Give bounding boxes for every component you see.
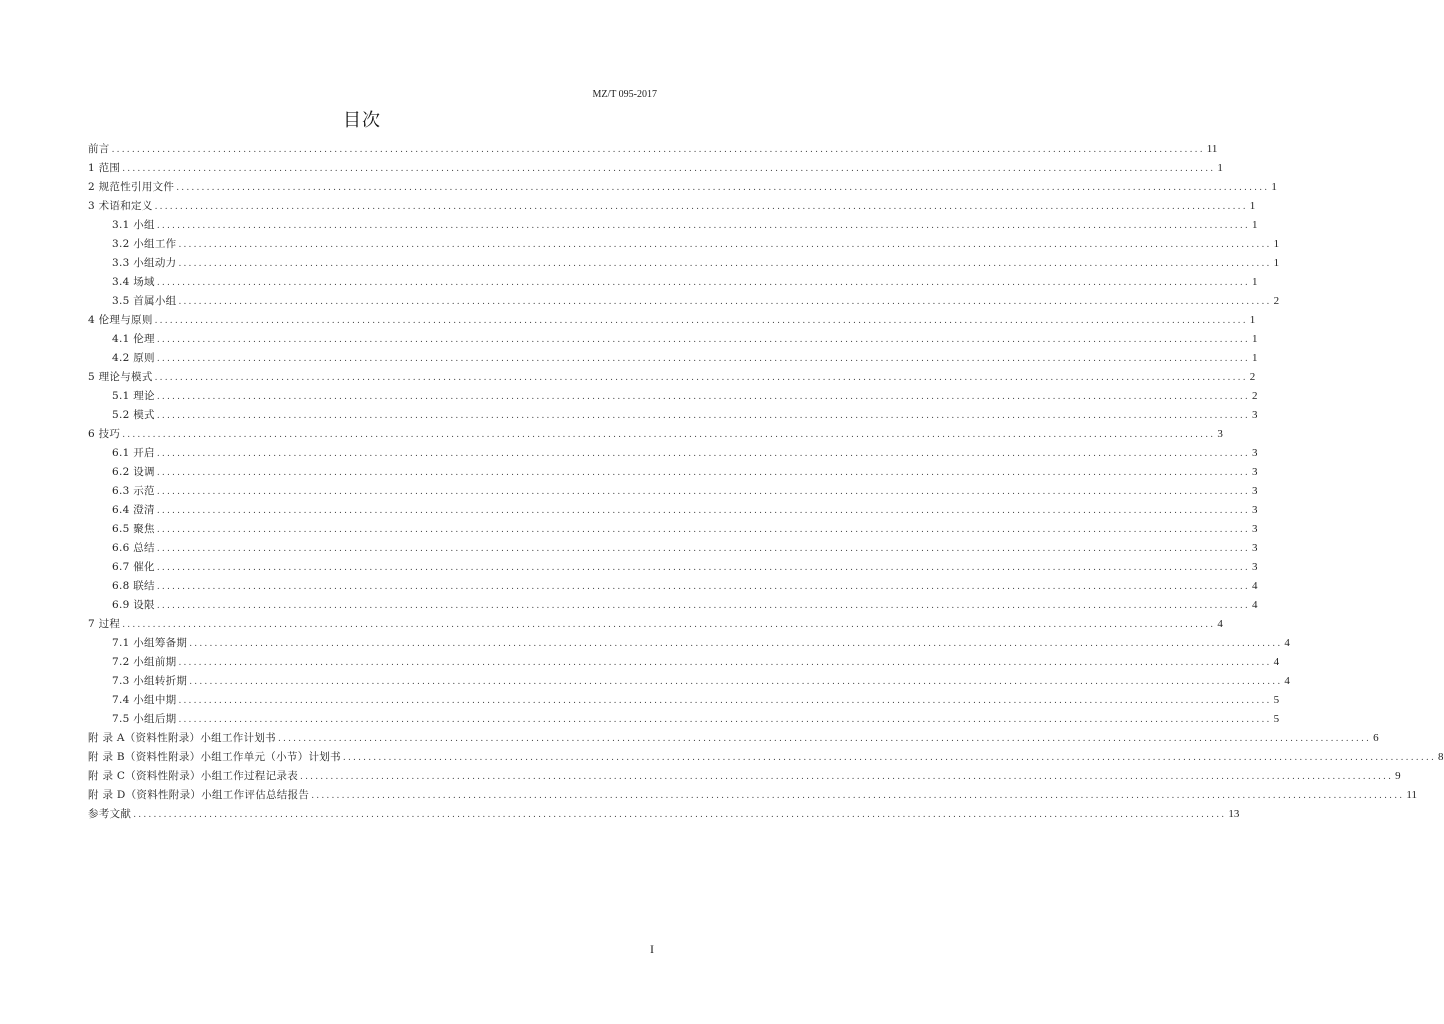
toc-entry-page: 3 xyxy=(1252,409,1258,421)
toc-entry-label: 5.1 理论 xyxy=(112,390,155,402)
toc-entry[interactable] xyxy=(88,653,1280,672)
toc-leader-dots: ........................................................................................................................................................................................................................ xyxy=(156,411,1250,421)
toc-leader-dots: ........................................................................................................................................................................................................................ xyxy=(156,449,1250,459)
toc-entry-page: 5 xyxy=(1273,713,1280,725)
toc-entry-label: 4.2 原则 xyxy=(112,352,155,364)
toc-leader-dots: ........................................................................................................................................................................................................................ xyxy=(300,772,1394,782)
toc-entry-page: 3 xyxy=(1252,561,1258,573)
toc-entry[interactable] xyxy=(88,672,1290,691)
toc-entry-label: 6.9 设限 xyxy=(112,599,155,611)
toc-entry-page: 3 xyxy=(1217,428,1223,440)
toc-leader-dots: ........................................................................................................................................................................................................................ xyxy=(156,221,1250,231)
toc-entry-page: 1 xyxy=(1252,333,1258,345)
toc-leader-dots: ........................................................................................................................................................................................................................ xyxy=(156,506,1250,516)
toc-leader-dots: ........................................................................................................................................................................................................................ xyxy=(178,696,1272,706)
toc-leader-dots: ........................................................................................................................................................................................................................ xyxy=(178,658,1272,668)
toc-entry-label: 3.1 小组 xyxy=(112,219,155,231)
toc-entry-page: 1 xyxy=(1252,276,1258,288)
toc-entry[interactable] xyxy=(88,558,1258,577)
toc-entry[interactable] xyxy=(88,140,1218,159)
toc-entry-label: 7.3 小组转折期 xyxy=(112,675,188,687)
toc-entry[interactable] xyxy=(88,273,1258,292)
toc-entry-page: 13 xyxy=(1228,808,1240,820)
toc-entry[interactable] xyxy=(88,520,1258,539)
standard-code: MZ/T 095-2017 xyxy=(592,89,657,100)
toc-entry-label: 7.2 小组前期 xyxy=(112,656,177,668)
toc-entry-label: 7 过程 xyxy=(88,618,121,630)
toc-entry-label: 6.4 澄清 xyxy=(112,504,155,516)
toc-entry-label: 5.2 模式 xyxy=(112,409,155,421)
toc-entry-page: 3 xyxy=(1252,447,1258,459)
toc-entry[interactable] xyxy=(88,311,1256,330)
toc-entry[interactable] xyxy=(88,729,1379,748)
toc-entry[interactable] xyxy=(88,425,1223,444)
toc-entry-page: 1 xyxy=(1273,257,1280,269)
toc-leader-dots: ........................................................................................................................................................................................................................ xyxy=(189,677,1283,687)
toc-leader-dots: ........................................................................................................................................................................................................................ xyxy=(156,354,1250,364)
toc-leader-dots: ........................................................................................................................................................................................................................ xyxy=(156,563,1250,573)
toc-entry[interactable] xyxy=(88,805,1240,824)
toc-entry-label: 附 录 B（资料性附录）小组工作单元（小节）计划书 xyxy=(88,751,341,763)
toc-leader-dots: ........................................................................................................................................................................................................................ xyxy=(342,753,1437,763)
toc-entry[interactable] xyxy=(88,748,1444,767)
toc-entry-page: 2 xyxy=(1273,295,1280,307)
toc-leader-dots: ........................................................................................................................................................................................................................ xyxy=(178,715,1272,725)
toc-entry-label: 4 伦理与原则 xyxy=(88,314,153,326)
toc-leader-dots: ........................................................................................................................................................................................................................ xyxy=(156,582,1250,592)
toc-entry-label: 3.5 首属小组 xyxy=(112,295,177,307)
toc-entry-label: 1 范围 xyxy=(88,162,121,174)
toc-entry-page: 4 xyxy=(1284,637,1290,649)
toc-entry-page: 4 xyxy=(1252,580,1258,592)
toc-entry-label: 附 录 A（资料性附录）小组工作计划书 xyxy=(88,732,276,744)
toc-entry-page: 8 xyxy=(1438,751,1444,763)
toc-entry-label: 7.5 小组后期 xyxy=(112,713,177,725)
toc-leader-dots: ........................................................................................................................................................................................................................ xyxy=(311,791,1405,801)
toc-leader-dots: ........................................................................................................................................................................................................................ xyxy=(176,183,1270,193)
toc-leader-dots: ........................................................................................................................................................................................................................ xyxy=(156,392,1250,402)
toc-entry[interactable] xyxy=(88,349,1258,368)
toc-entry-page: 3 xyxy=(1252,542,1258,554)
toc-leader-dots: ........................................................................................................................................................................................................................ xyxy=(156,544,1250,554)
toc-leader-dots: ........................................................................................................................................................................................................................ xyxy=(189,639,1283,649)
toc-entry-label: 6.1 开启 xyxy=(112,447,155,459)
toc-leader-dots: ........................................................................................................................................................................................................................ xyxy=(154,202,1248,212)
toc-entry-page: 11 xyxy=(1206,143,1218,155)
page-title: 目次 xyxy=(343,110,381,131)
toc-entry-page: 3 xyxy=(1252,504,1258,516)
toc-entry-label: 2 规范性引用文件 xyxy=(88,181,175,193)
toc-entry-page: 2 xyxy=(1249,371,1256,383)
toc-entry-label: 7.1 小组筹备期 xyxy=(112,637,188,649)
toc-entry[interactable] xyxy=(88,197,1256,216)
toc-leader-dots: ........................................................................................................................................................................................................................ xyxy=(178,297,1272,307)
toc-entry[interactable] xyxy=(88,292,1280,311)
toc-entry[interactable] xyxy=(88,406,1258,425)
page-number: I xyxy=(650,942,654,956)
toc-entry-label: 6 技巧 xyxy=(88,428,121,440)
toc-entry-label: 附 录 C（资料性附录）小组工作过程记录表 xyxy=(88,770,299,782)
toc-entry[interactable] xyxy=(88,710,1280,729)
toc-entry[interactable] xyxy=(88,387,1258,406)
toc-entry-label: 3.4 场域 xyxy=(112,276,155,288)
toc-entry-page: 1 xyxy=(1252,352,1258,364)
toc-leader-dots: ........................................................................................................................................................................................................................ xyxy=(111,145,1205,155)
toc-entry-label: 6.2 设调 xyxy=(112,466,155,478)
toc-leader-dots: ........................................................................................................................................................................................................................ xyxy=(122,430,1216,440)
toc-leader-dots: ........................................................................................................................................................................................................................ xyxy=(156,468,1250,478)
toc-leader-dots: ........................................................................................................................................................................................................................ xyxy=(156,278,1250,288)
toc-entry-label: 6.5 聚焦 xyxy=(112,523,155,535)
toc-entry-label: 4.1 伦理 xyxy=(112,333,155,345)
toc-entry-label: 5 理论与模式 xyxy=(88,371,153,383)
toc-entry-page: 1 xyxy=(1271,181,1277,193)
toc-entry[interactable] xyxy=(88,539,1258,558)
toc-entry-label: 3 术语和定义 xyxy=(88,200,153,212)
toc-entry-label: 6.3 示范 xyxy=(112,485,155,497)
toc-entry[interactable] xyxy=(88,159,1223,178)
toc-entry[interactable] xyxy=(88,254,1280,273)
toc-entry[interactable] xyxy=(88,368,1256,387)
toc-entry-page: 6 xyxy=(1373,732,1379,744)
toc-entry[interactable] xyxy=(88,634,1290,653)
toc-leader-dots: ........................................................................................................................................................................................................................ xyxy=(156,487,1250,497)
toc-entry-page: 3 xyxy=(1252,466,1258,478)
toc-entry[interactable] xyxy=(88,216,1258,235)
toc-leader-dots: ........................................................................................................................................................................................................................ xyxy=(133,810,1227,820)
toc-entry-page: 1 xyxy=(1252,219,1258,231)
toc-entry[interactable] xyxy=(88,786,1417,805)
toc-entry[interactable] xyxy=(88,178,1277,197)
toc-leader-dots: ........................................................................................................................................................................................................................ xyxy=(154,316,1248,326)
toc-entry-page: 4 xyxy=(1284,675,1290,687)
toc-leader-dots: ........................................................................................................................................................................................................................ xyxy=(154,373,1248,383)
toc-leader-dots: ........................................................................................................................................................................................................................ xyxy=(156,525,1250,535)
toc-entry-label: 附 录 D（资料性附录）小组工作评估总结报告 xyxy=(88,789,310,801)
table-of-contents xyxy=(88,140,1444,824)
toc-entry[interactable] xyxy=(88,767,1401,786)
toc-entry-label: 7.4 小组中期 xyxy=(112,694,177,706)
toc-entry-page: 3 xyxy=(1252,485,1258,497)
toc-entry-page: 11 xyxy=(1406,789,1417,801)
toc-entry-label: 6.6 总结 xyxy=(112,542,155,554)
toc-leader-dots: ........................................................................................................................................................................................................................ xyxy=(178,259,1272,269)
toc-entry[interactable] xyxy=(88,463,1258,482)
toc-entry-page: 2 xyxy=(1252,390,1258,402)
toc-entry-page: 4 xyxy=(1252,599,1258,611)
toc-entry-page: 1 xyxy=(1249,314,1256,326)
toc-entry-page: 1 xyxy=(1249,200,1256,212)
toc-entry-page: 4 xyxy=(1273,656,1280,668)
toc-entry-page: 4 xyxy=(1217,618,1223,630)
toc-entry[interactable] xyxy=(88,501,1258,520)
toc-leader-dots: ........................................................................................................................................................................................................................ xyxy=(122,164,1216,174)
toc-leader-dots: ........................................................................................................................................................................................................................ xyxy=(277,734,1372,744)
toc-leader-dots: ........................................................................................................................................................................................................................ xyxy=(156,601,1250,611)
toc-entry-page: 9 xyxy=(1395,770,1401,782)
toc-entry-page: 5 xyxy=(1273,694,1280,706)
toc-entry[interactable] xyxy=(88,235,1280,254)
toc-entry-page: 1 xyxy=(1273,238,1280,250)
toc-entry-label: 6.8 联结 xyxy=(112,580,155,592)
toc-entry[interactable] xyxy=(88,330,1258,349)
toc-entry[interactable] xyxy=(88,691,1280,710)
toc-entry-label: 前言 xyxy=(88,143,110,155)
toc-entry-page: 3 xyxy=(1252,523,1258,535)
toc-leader-dots: ........................................................................................................................................................................................................................ xyxy=(156,335,1250,345)
toc-entry-label: 参考文献 xyxy=(88,808,132,820)
toc-leader-dots: ........................................................................................................................................................................................................................ xyxy=(122,620,1216,630)
toc-entry-label: 6.7 催化 xyxy=(112,561,155,573)
toc-entry-label: 3.3 小组动力 xyxy=(112,257,177,269)
toc-entry-page: 1 xyxy=(1217,162,1223,174)
toc-leader-dots: ........................................................................................................................................................................................................................ xyxy=(178,240,1272,250)
toc-entry[interactable] xyxy=(88,615,1223,634)
toc-entry[interactable] xyxy=(88,444,1258,463)
toc-entry[interactable] xyxy=(88,596,1258,615)
toc-entry-label: 3.2 小组工作 xyxy=(112,238,177,250)
toc-entry[interactable] xyxy=(88,577,1258,596)
toc-entry[interactable] xyxy=(88,482,1258,501)
